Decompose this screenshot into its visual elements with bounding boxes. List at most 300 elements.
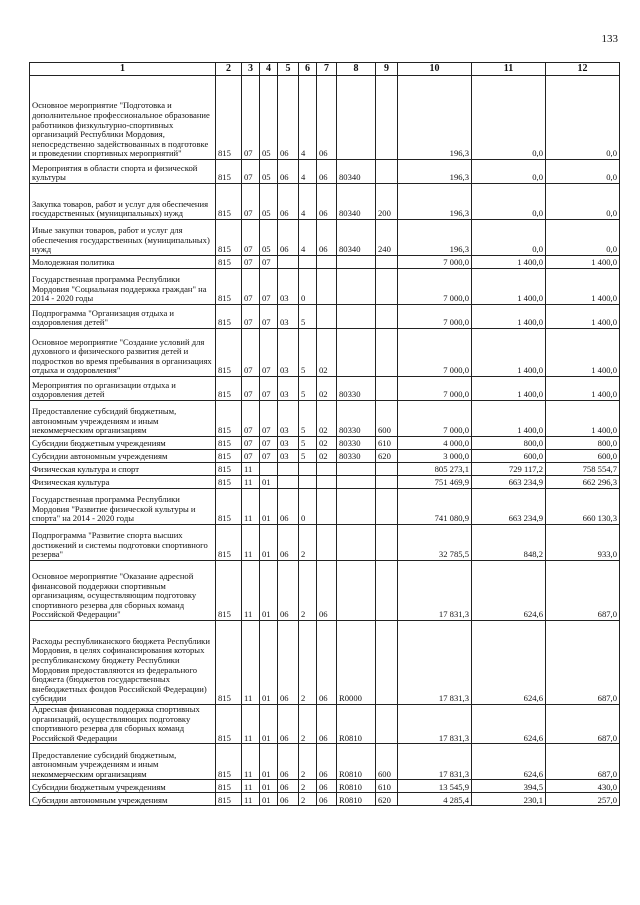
code-cell: 11 bbox=[242, 476, 260, 489]
code-cell: 815 bbox=[216, 463, 242, 476]
amount-cell: 1 400,0 bbox=[546, 269, 620, 305]
amount-cell: 257,0 bbox=[546, 793, 620, 806]
table-row bbox=[30, 476, 620, 489]
code-cell: 02 bbox=[317, 450, 337, 463]
amount-cell: 660 130,3 bbox=[546, 489, 620, 525]
code-cell: 06 bbox=[317, 621, 337, 705]
code-cell bbox=[376, 160, 398, 184]
code-cell: 815 bbox=[216, 256, 242, 269]
amount-cell: 751 469,9 bbox=[398, 476, 472, 489]
code-cell bbox=[337, 269, 376, 305]
amount-cell: 758 554,7 bbox=[546, 463, 620, 476]
code-cell bbox=[278, 463, 299, 476]
code-cell: 03 bbox=[278, 377, 299, 401]
code-cell: 5 bbox=[299, 401, 317, 437]
code-cell: 05 bbox=[260, 184, 278, 220]
code-cell: 11 bbox=[242, 744, 260, 780]
row-name-cell: Молодежная политика bbox=[30, 256, 216, 269]
table-row bbox=[30, 269, 620, 305]
code-cell: 07 bbox=[242, 401, 260, 437]
code-cell: 80330 bbox=[337, 377, 376, 401]
code-cell: 06 bbox=[317, 76, 337, 160]
amount-cell: 933,0 bbox=[546, 525, 620, 561]
code-cell: 815 bbox=[216, 561, 242, 621]
code-cell: R0810 bbox=[337, 793, 376, 806]
code-cell: 06 bbox=[278, 744, 299, 780]
row-name-cell: Закупка товаров, работ и услуг для обеспечения государственных (муниципальных) нужд bbox=[30, 184, 216, 220]
code-cell: 815 bbox=[216, 377, 242, 401]
code-cell: 5 bbox=[299, 377, 317, 401]
amount-cell: 196,3 bbox=[398, 184, 472, 220]
code-cell: 80330 bbox=[337, 450, 376, 463]
code-cell: 07 bbox=[260, 329, 278, 377]
amount-cell: 17 831,3 bbox=[398, 705, 472, 744]
code-cell: 03 bbox=[278, 329, 299, 377]
code-cell: 06 bbox=[278, 220, 299, 256]
table-row bbox=[30, 160, 620, 184]
row-name-cell: Государственная программа Республики Мордовия "Социальная поддержка граждан" на 2014 - 2020 годы bbox=[30, 269, 216, 305]
amount-cell: 662 296,3 bbox=[546, 476, 620, 489]
code-cell: 01 bbox=[260, 780, 278, 793]
code-cell: 06 bbox=[317, 160, 337, 184]
row-name-cell: Основное мероприятие "Создание условий для духовного и физического развития детей и подростков во время пребывания в организациях отдыха и оздоровления" bbox=[30, 329, 216, 377]
row-name-cell: Государственная программа Республики Мордовия "Развитие физической культуры и спорта" на 2014 - 2020 годы bbox=[30, 489, 216, 525]
table-row bbox=[30, 184, 620, 220]
code-cell: 2 bbox=[299, 621, 317, 705]
code-cell bbox=[317, 269, 337, 305]
column-header: 2 bbox=[216, 63, 242, 76]
table-row bbox=[30, 401, 620, 437]
code-cell: 815 bbox=[216, 437, 242, 450]
code-cell: 620 bbox=[376, 793, 398, 806]
code-cell: 07 bbox=[260, 450, 278, 463]
code-cell: 815 bbox=[216, 269, 242, 305]
code-cell: 06 bbox=[278, 561, 299, 621]
table-header-row bbox=[30, 63, 620, 76]
code-cell bbox=[376, 269, 398, 305]
row-name-cell: Субсидии автономным учреждениям bbox=[30, 793, 216, 806]
column-header: 11 bbox=[472, 63, 546, 76]
amount-cell: 7 000,0 bbox=[398, 269, 472, 305]
code-cell: 01 bbox=[260, 525, 278, 561]
amount-cell: 196,3 bbox=[398, 220, 472, 256]
code-cell: 0 bbox=[299, 489, 317, 525]
code-cell: 07 bbox=[260, 305, 278, 329]
code-cell: 11 bbox=[242, 525, 260, 561]
code-cell bbox=[376, 561, 398, 621]
code-cell: 05 bbox=[260, 160, 278, 184]
amount-cell: 0,0 bbox=[472, 220, 546, 256]
code-cell: 815 bbox=[216, 744, 242, 780]
code-cell bbox=[299, 256, 317, 269]
code-cell bbox=[317, 476, 337, 489]
code-cell bbox=[376, 463, 398, 476]
code-cell: 815 bbox=[216, 76, 242, 160]
amount-cell: 687,0 bbox=[546, 705, 620, 744]
code-cell: 4 bbox=[299, 76, 317, 160]
amount-cell: 624,6 bbox=[472, 744, 546, 780]
code-cell: 06 bbox=[278, 184, 299, 220]
code-cell: 80340 bbox=[337, 220, 376, 256]
amount-cell: 1 400,0 bbox=[546, 305, 620, 329]
amount-cell: 600,0 bbox=[546, 450, 620, 463]
code-cell: 06 bbox=[278, 621, 299, 705]
code-cell: 07 bbox=[242, 256, 260, 269]
amount-cell: 7 000,0 bbox=[398, 401, 472, 437]
code-cell: 06 bbox=[278, 793, 299, 806]
amount-cell: 848,2 bbox=[472, 525, 546, 561]
table-row bbox=[30, 256, 620, 269]
code-cell: 06 bbox=[317, 561, 337, 621]
column-header: 6 bbox=[299, 63, 317, 76]
table-row bbox=[30, 329, 620, 377]
code-cell bbox=[376, 377, 398, 401]
code-cell bbox=[337, 489, 376, 525]
code-cell: 07 bbox=[242, 184, 260, 220]
code-cell bbox=[317, 463, 337, 476]
code-cell: 03 bbox=[278, 437, 299, 450]
code-cell: 815 bbox=[216, 184, 242, 220]
code-cell bbox=[376, 76, 398, 160]
column-header: 4 bbox=[260, 63, 278, 76]
code-cell: 5 bbox=[299, 450, 317, 463]
code-cell: 07 bbox=[242, 305, 260, 329]
amount-cell: 1 400,0 bbox=[472, 269, 546, 305]
row-name-cell: Расходы республиканского бюджета Республики Мордовия, в целях софинансирования которых республиканскому бюджету Республики Мордовия предоставляются из федерального бюджета (бюджетов государственных внебюджетных фондов Российской Федерации) субсидии bbox=[30, 621, 216, 705]
code-cell: 80330 bbox=[337, 437, 376, 450]
table-row bbox=[30, 76, 620, 160]
amount-cell: 687,0 bbox=[546, 561, 620, 621]
amount-cell: 1 400,0 bbox=[472, 401, 546, 437]
code-cell: 5 bbox=[299, 329, 317, 377]
amount-cell: 0,0 bbox=[546, 76, 620, 160]
amount-cell: 394,5 bbox=[472, 780, 546, 793]
code-cell bbox=[376, 525, 398, 561]
code-cell: 07 bbox=[260, 437, 278, 450]
code-cell: 815 bbox=[216, 401, 242, 437]
code-cell: 06 bbox=[317, 184, 337, 220]
table-row bbox=[30, 450, 620, 463]
code-cell: 620 bbox=[376, 450, 398, 463]
amount-cell: 663 234,9 bbox=[472, 489, 546, 525]
code-cell: 06 bbox=[278, 780, 299, 793]
amount-cell: 7 000,0 bbox=[398, 329, 472, 377]
table-row bbox=[30, 463, 620, 476]
amount-cell: 687,0 bbox=[546, 621, 620, 705]
code-cell: 815 bbox=[216, 160, 242, 184]
code-cell: 11 bbox=[242, 463, 260, 476]
code-cell: 11 bbox=[242, 793, 260, 806]
code-cell bbox=[337, 561, 376, 621]
code-cell bbox=[317, 489, 337, 525]
code-cell: 06 bbox=[317, 220, 337, 256]
code-cell bbox=[337, 476, 376, 489]
code-cell: 06 bbox=[278, 160, 299, 184]
amount-cell: 7 000,0 bbox=[398, 377, 472, 401]
code-cell bbox=[376, 705, 398, 744]
code-cell bbox=[299, 476, 317, 489]
code-cell: 11 bbox=[242, 489, 260, 525]
code-cell: R0000 bbox=[337, 621, 376, 705]
table-row bbox=[30, 744, 620, 780]
amount-cell: 17 831,3 bbox=[398, 744, 472, 780]
amount-cell: 196,3 bbox=[398, 76, 472, 160]
code-cell: 11 bbox=[242, 561, 260, 621]
column-header: 8 bbox=[337, 63, 376, 76]
row-name-cell: Подпрограмма "Развитие спорта высших достижений и системы подготовки спортивного резерва" bbox=[30, 525, 216, 561]
table-row bbox=[30, 793, 620, 806]
code-cell: 200 bbox=[376, 184, 398, 220]
amount-cell: 624,6 bbox=[472, 621, 546, 705]
code-cell: 2 bbox=[299, 793, 317, 806]
code-cell: 815 bbox=[216, 220, 242, 256]
column-header: 12 bbox=[546, 63, 620, 76]
code-cell: 2 bbox=[299, 780, 317, 793]
code-cell: 2 bbox=[299, 705, 317, 744]
amount-cell: 1 400,0 bbox=[472, 377, 546, 401]
code-cell: 07 bbox=[260, 256, 278, 269]
row-name-cell: Мероприятия по организации отдыха и оздоровления детей bbox=[30, 377, 216, 401]
code-cell: 07 bbox=[242, 377, 260, 401]
amount-cell: 1 400,0 bbox=[472, 305, 546, 329]
code-cell: 07 bbox=[242, 269, 260, 305]
amount-cell: 13 545,9 bbox=[398, 780, 472, 793]
code-cell bbox=[278, 476, 299, 489]
amount-cell: 687,0 bbox=[546, 744, 620, 780]
code-cell: 05 bbox=[260, 220, 278, 256]
amount-cell: 0,0 bbox=[546, 160, 620, 184]
code-cell bbox=[376, 256, 398, 269]
table-row bbox=[30, 780, 620, 793]
code-cell bbox=[337, 463, 376, 476]
code-cell: 4 bbox=[299, 220, 317, 256]
code-cell: 5 bbox=[299, 437, 317, 450]
code-cell: 01 bbox=[260, 561, 278, 621]
code-cell: 07 bbox=[242, 160, 260, 184]
code-cell: 03 bbox=[278, 269, 299, 305]
row-name-cell: Предоставление субсидий бюджетным, автономным учреждениям и иным некоммерческим организациям bbox=[30, 744, 216, 780]
code-cell: 06 bbox=[317, 744, 337, 780]
code-cell bbox=[317, 525, 337, 561]
code-cell: 610 bbox=[376, 780, 398, 793]
row-name-cell: Подпрограмма "Организация отдыха и оздоровления детей" bbox=[30, 305, 216, 329]
amount-cell: 17 831,3 bbox=[398, 621, 472, 705]
column-header: 9 bbox=[376, 63, 398, 76]
code-cell: 07 bbox=[242, 437, 260, 450]
code-cell: 06 bbox=[317, 780, 337, 793]
row-name-cell: Мероприятия в области спорта и физической культуры bbox=[30, 160, 216, 184]
code-cell: 2 bbox=[299, 525, 317, 561]
code-cell: 815 bbox=[216, 489, 242, 525]
code-cell: 11 bbox=[242, 621, 260, 705]
code-cell: 815 bbox=[216, 780, 242, 793]
code-cell bbox=[337, 305, 376, 329]
amount-cell: 430,0 bbox=[546, 780, 620, 793]
budget-table bbox=[29, 62, 620, 806]
table-row bbox=[30, 525, 620, 561]
code-cell bbox=[376, 489, 398, 525]
code-cell: 815 bbox=[216, 705, 242, 744]
amount-cell: 0,0 bbox=[472, 160, 546, 184]
code-cell: 06 bbox=[278, 705, 299, 744]
row-name-cell: Адресная финансовая поддержка спортивных организаций, осуществляющих подготовку спортивного резерва для сборных команд Российской Федерации bbox=[30, 705, 216, 744]
table-row bbox=[30, 489, 620, 525]
code-cell: 05 bbox=[260, 76, 278, 160]
code-cell bbox=[337, 256, 376, 269]
code-cell: 80340 bbox=[337, 184, 376, 220]
row-name-cell: Физическая культура и спорт bbox=[30, 463, 216, 476]
code-cell bbox=[337, 76, 376, 160]
amount-cell: 7 000,0 bbox=[398, 305, 472, 329]
table-row bbox=[30, 705, 620, 744]
code-cell: 815 bbox=[216, 525, 242, 561]
code-cell: 06 bbox=[317, 705, 337, 744]
amount-cell: 600,0 bbox=[472, 450, 546, 463]
code-cell: 03 bbox=[278, 450, 299, 463]
amount-cell: 4 285,4 bbox=[398, 793, 472, 806]
code-cell bbox=[299, 463, 317, 476]
code-cell bbox=[260, 463, 278, 476]
code-cell bbox=[337, 525, 376, 561]
amount-cell: 7 000,0 bbox=[398, 256, 472, 269]
amount-cell: 32 785,5 bbox=[398, 525, 472, 561]
code-cell: 11 bbox=[242, 705, 260, 744]
amount-cell: 624,6 bbox=[472, 705, 546, 744]
code-cell: 5 bbox=[299, 305, 317, 329]
amount-cell: 663 234,9 bbox=[472, 476, 546, 489]
amount-cell: 624,6 bbox=[472, 561, 546, 621]
column-header: 1 bbox=[30, 63, 216, 76]
amount-cell: 0,0 bbox=[546, 220, 620, 256]
table-row bbox=[30, 561, 620, 621]
amount-cell: 230,1 bbox=[472, 793, 546, 806]
code-cell: 0 bbox=[299, 269, 317, 305]
code-cell: 06 bbox=[278, 489, 299, 525]
amount-cell: 805 273,1 bbox=[398, 463, 472, 476]
code-cell: 01 bbox=[260, 793, 278, 806]
column-header: 3 bbox=[242, 63, 260, 76]
row-name-cell: Иные закупки товаров, работ и услуг для обеспечения государственных (муниципальных) нужд bbox=[30, 220, 216, 256]
amount-cell: 1 400,0 bbox=[546, 401, 620, 437]
code-cell: 80330 bbox=[337, 401, 376, 437]
code-cell: 4 bbox=[299, 160, 317, 184]
code-cell: 4 bbox=[299, 184, 317, 220]
code-cell: 11 bbox=[242, 780, 260, 793]
row-name-cell: Основное мероприятие "Оказание адресной финансовой поддержки спортивным организациям, осуществляющим подготовку спортивного резерва для сборных команд Российской Федерации" bbox=[30, 561, 216, 621]
code-cell: 240 bbox=[376, 220, 398, 256]
table-row bbox=[30, 305, 620, 329]
code-cell: 01 bbox=[260, 705, 278, 744]
code-cell bbox=[278, 256, 299, 269]
amount-cell: 800,0 bbox=[472, 437, 546, 450]
code-cell: 01 bbox=[260, 744, 278, 780]
code-cell: 03 bbox=[278, 401, 299, 437]
code-cell: 07 bbox=[242, 220, 260, 256]
column-header: 10 bbox=[398, 63, 472, 76]
row-name-cell: Физическая культура bbox=[30, 476, 216, 489]
amount-cell: 3 000,0 bbox=[398, 450, 472, 463]
code-cell: 01 bbox=[260, 476, 278, 489]
code-cell: 2 bbox=[299, 744, 317, 780]
amount-cell: 1 400,0 bbox=[472, 329, 546, 377]
code-cell: 600 bbox=[376, 401, 398, 437]
code-cell: 01 bbox=[260, 489, 278, 525]
code-cell: 600 bbox=[376, 744, 398, 780]
code-cell bbox=[376, 329, 398, 377]
table-row bbox=[30, 621, 620, 705]
code-cell: 02 bbox=[317, 437, 337, 450]
table-row bbox=[30, 377, 620, 401]
row-name-cell: Субсидии бюджетным учреждениям bbox=[30, 780, 216, 793]
amount-cell: 729 117,2 bbox=[472, 463, 546, 476]
column-header: 7 bbox=[317, 63, 337, 76]
amount-cell: 196,3 bbox=[398, 160, 472, 184]
code-cell: 06 bbox=[278, 76, 299, 160]
amount-cell: 800,0 bbox=[546, 437, 620, 450]
amount-cell: 1 400,0 bbox=[546, 329, 620, 377]
code-cell: 815 bbox=[216, 621, 242, 705]
amount-cell: 4 000,0 bbox=[398, 437, 472, 450]
table-row bbox=[30, 220, 620, 256]
column-header: 5 bbox=[278, 63, 299, 76]
code-cell: 610 bbox=[376, 437, 398, 450]
amount-cell: 0,0 bbox=[546, 184, 620, 220]
row-name-cell: Субсидии автономным учреждениям bbox=[30, 450, 216, 463]
code-cell bbox=[317, 256, 337, 269]
code-cell: 07 bbox=[242, 450, 260, 463]
code-cell bbox=[337, 329, 376, 377]
amount-cell: 17 831,3 bbox=[398, 561, 472, 621]
code-cell: R0810 bbox=[337, 744, 376, 780]
code-cell: 07 bbox=[260, 401, 278, 437]
row-name-cell: Субсидии бюджетным учреждениям bbox=[30, 437, 216, 450]
row-name-cell: Предоставление субсидий бюджетным, автономным учреждениям и иным некоммерческим организациям bbox=[30, 401, 216, 437]
amount-cell: 1 400,0 bbox=[472, 256, 546, 269]
code-cell: 07 bbox=[242, 329, 260, 377]
code-cell: 815 bbox=[216, 305, 242, 329]
code-cell: R0810 bbox=[337, 780, 376, 793]
code-cell: 07 bbox=[260, 269, 278, 305]
page-number: 133 bbox=[601, 33, 618, 45]
code-cell: 02 bbox=[317, 377, 337, 401]
code-cell: 01 bbox=[260, 621, 278, 705]
code-cell: R0810 bbox=[337, 705, 376, 744]
amount-cell: 1 400,0 bbox=[546, 377, 620, 401]
code-cell: 80340 bbox=[337, 160, 376, 184]
code-cell bbox=[376, 476, 398, 489]
code-cell bbox=[376, 305, 398, 329]
amount-cell: 1 400,0 bbox=[546, 256, 620, 269]
code-cell: 07 bbox=[260, 377, 278, 401]
code-cell: 815 bbox=[216, 476, 242, 489]
code-cell: 815 bbox=[216, 450, 242, 463]
table-row bbox=[30, 437, 620, 450]
code-cell: 06 bbox=[278, 525, 299, 561]
code-cell: 07 bbox=[242, 76, 260, 160]
code-cell: 03 bbox=[278, 305, 299, 329]
code-cell bbox=[376, 621, 398, 705]
row-name-cell: Основное мероприятие "Подготовка и дополнительное профессиональное образование работников физкультурно-спортивных организаций Республики Мордовия, непосредственно задействованных в подготовке и проведении спортивных мероприятий" bbox=[30, 76, 216, 160]
code-cell: 02 bbox=[317, 401, 337, 437]
code-cell: 06 bbox=[317, 793, 337, 806]
amount-cell: 741 080,9 bbox=[398, 489, 472, 525]
code-cell bbox=[317, 305, 337, 329]
amount-cell: 0,0 bbox=[472, 184, 546, 220]
code-cell: 02 bbox=[317, 329, 337, 377]
amount-cell: 0,0 bbox=[472, 76, 546, 160]
code-cell: 815 bbox=[216, 329, 242, 377]
code-cell: 2 bbox=[299, 561, 317, 621]
